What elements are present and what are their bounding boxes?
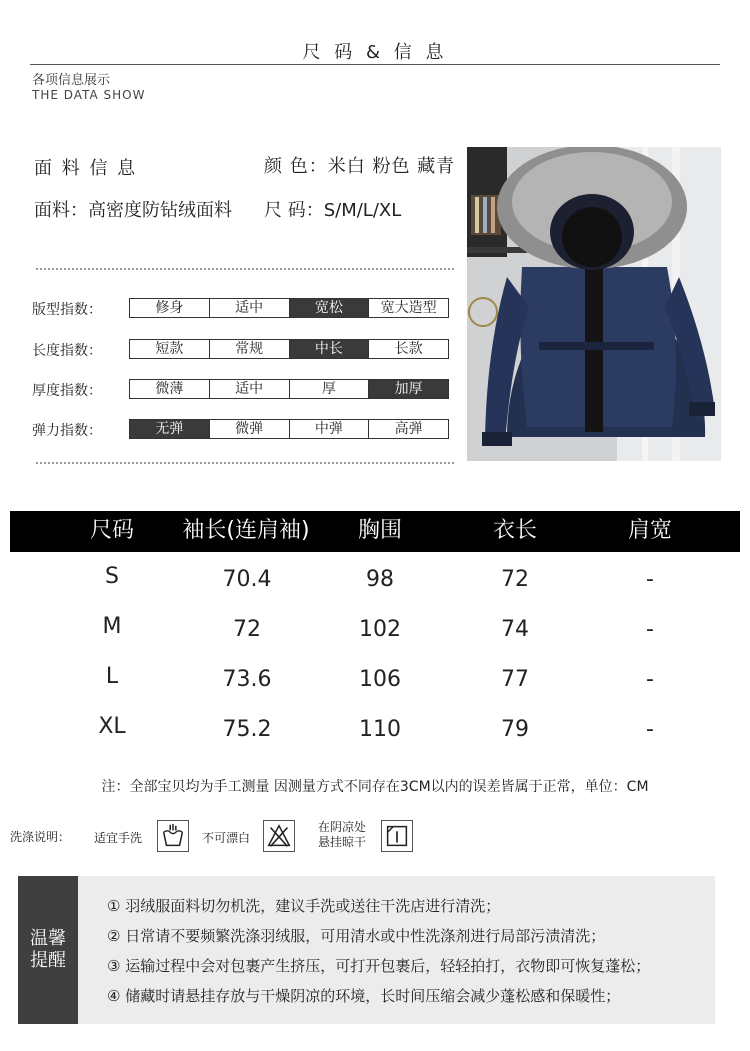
size-info: 尺 码：S/M/L/XL	[264, 200, 402, 221]
length-option-selected: 中长	[289, 340, 369, 358]
no-bleach-icon	[263, 820, 295, 852]
page-title: 尺 码 & 信 息	[302, 42, 448, 63]
thickness-option: 微薄	[155, 381, 184, 397]
hang-dry-shade-icon	[381, 820, 413, 852]
size-cell: L	[105, 664, 119, 689]
length-option: 长款	[368, 340, 448, 358]
washing-label: 洗涤说明：	[10, 830, 71, 844]
size-table-header: 袖长(连肩袖)	[182, 518, 310, 543]
size-table-header: 尺码	[89, 518, 134, 543]
fit-option: 适中	[209, 299, 289, 317]
chest-cell: 98	[366, 567, 394, 592]
fit-option: 宽大造型	[368, 299, 448, 317]
elasticity-option: 中弹	[289, 420, 369, 438]
length-cell: 77	[501, 667, 529, 692]
hang-dry-label-line2: 悬挂晾干	[318, 835, 367, 849]
elasticity-index-scale	[129, 419, 449, 439]
thickness-option: 适中	[209, 380, 289, 398]
hand-wash-label: 适宜手洗	[94, 831, 143, 845]
shoulder-cell: -	[646, 667, 654, 692]
size-cell: M	[102, 614, 122, 639]
tip-item: ③ 运输过程中会对包裹产生挤压，可打开包裹后，轻轻拍打，衣物即可恢复蓬松；	[107, 957, 651, 975]
size-table-header: 肩宽	[627, 518, 672, 543]
thickness-index-scale	[129, 379, 449, 399]
measurement-note: 注：全部宝贝均为手工测量 因测量方式不同存在3CM以内的误差皆属于正常，单位：CM	[101, 779, 649, 795]
size-table-header: 胸围	[357, 518, 402, 543]
sleeve-cell: 72	[233, 617, 261, 642]
chest-cell: 106	[359, 667, 401, 692]
elasticity-option: 高弹	[368, 420, 448, 438]
length-cell: 74	[501, 617, 529, 642]
elasticity-option-selected: 无弹	[130, 420, 209, 438]
tip-item: ① 羽绒服面料切勿机洗，建议手洗或送往干洗店进行清洗；	[107, 897, 501, 915]
chest-cell: 102	[359, 617, 401, 642]
subtitle-en: THE DATA SHOW	[32, 88, 146, 102]
shoulder-cell: -	[646, 567, 654, 592]
size-cell: XL	[98, 714, 126, 739]
shoulder-cell: -	[646, 617, 654, 642]
title-divider	[30, 64, 720, 65]
size-cell: S	[105, 564, 119, 589]
dotted-divider	[36, 462, 454, 464]
length-cell: 72	[501, 567, 529, 592]
elasticity-index-label: 弹力指数：	[32, 423, 102, 439]
sleeve-cell: 75.2	[222, 717, 272, 742]
thickness-index-label: 厚度指数：	[32, 383, 102, 399]
fabric-heading: 面 料 信 息	[34, 158, 138, 179]
tips-title-line2: 提醒	[30, 950, 66, 971]
fit-index-scale	[129, 298, 449, 318]
tip-item: ② 日常请不要频繁洗涤羽绒服，可用清水或中性洗涤剂进行局部污渍清洗；	[107, 927, 606, 945]
product-photo	[467, 147, 721, 461]
color-info: 颜 色：米白 粉色 藏青	[264, 156, 456, 177]
hang-dry-label-line1: 在阴凉处	[318, 820, 367, 834]
dotted-divider	[36, 268, 454, 270]
hand-wash-icon	[157, 820, 189, 852]
fit-option-selected: 宽松	[289, 299, 369, 317]
shoulder-cell: -	[646, 717, 654, 742]
elasticity-option: 微弹	[209, 420, 289, 438]
hang-dry-label	[318, 820, 366, 850]
fit-index-label: 版型指数：	[32, 302, 102, 318]
thickness-option: 厚	[289, 380, 369, 398]
size-table-header: 衣长	[492, 518, 537, 543]
length-index-scale	[129, 339, 449, 359]
fabric-info: 面料：高密度防钻绒面料	[34, 200, 232, 221]
tips-title	[18, 928, 78, 972]
length-option: 短款	[155, 341, 184, 357]
sleeve-cell: 70.4	[222, 567, 272, 592]
length-index-label: 长度指数：	[32, 343, 102, 359]
tip-item: ④ 储藏时请悬挂存放与干燥阴凉的环境，长时间压缩会减少蓬松感和保暖性；	[107, 987, 621, 1005]
thickness-option-selected: 加厚	[368, 380, 448, 398]
chest-cell: 110	[359, 717, 401, 742]
no-bleach-label: 不可漂白	[202, 831, 251, 845]
tips-title-line1: 温馨	[30, 928, 66, 949]
sleeve-cell: 73.6	[222, 667, 272, 692]
length-cell: 79	[501, 717, 529, 742]
length-option: 常规	[209, 340, 289, 358]
fit-option: 修身	[155, 300, 184, 316]
subtitle-cn: 各项信息展示	[32, 73, 111, 88]
